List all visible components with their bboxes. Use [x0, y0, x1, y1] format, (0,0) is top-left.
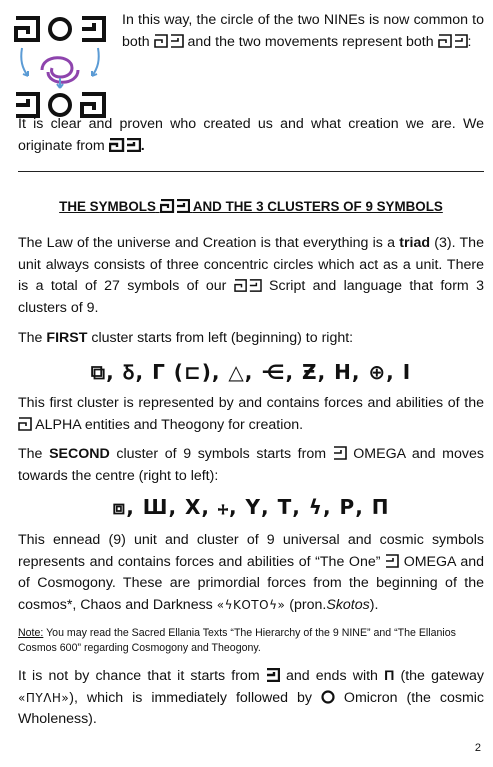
second-desc-text: This ennead (9) unit and cluster of 9 universal and cosmic symbols represents and contains forces and abilities of “The One” [18, 532, 484, 570]
alpha-omega-symbol-icon [109, 138, 141, 152]
second-bold: SECOND [49, 446, 110, 462]
heading-text: THE SYMBOLS [59, 199, 156, 214]
first-cluster-symbols: ⧉, Ᵹ, Γ (⊏), △, ⋲, Ƶ, Η, ⊕, Ι [90, 360, 412, 384]
first-desc-text: This first cluster is represented by and contains forces and abilities of the [18, 395, 484, 411]
alpha-omega-symbol-icon [234, 279, 262, 292]
double-nine-swirl-icon [21, 48, 99, 88]
alpha-omega-symbol-icon [160, 199, 190, 213]
greek-key-alpha-icon [16, 18, 38, 40]
origin-period: . [140, 137, 145, 154]
section-heading [18, 199, 484, 214]
greek-key-omega-icon [266, 668, 280, 682]
alpha-omega-symbol-icon [154, 34, 184, 48]
pyli-glyphs: «ΠΥΛΗ» [18, 690, 70, 705]
first-text: cluster starts from left (beginning) to right: [91, 330, 354, 346]
second-desc-text: OMEGA and of Cosmogony. These are primordial forces from the beginning of the cosmos*, Chaos and Darkness [18, 553, 485, 613]
first-bold: FIRST [46, 330, 88, 346]
law-text: The Law of the universe and Creation is that everything is a [18, 235, 396, 251]
closing-paragraph [18, 666, 484, 731]
closing-text: It is not by chance that it starts from [18, 668, 260, 684]
nine-circle-logo [12, 12, 108, 120]
first-cluster-description [18, 393, 484, 436]
omicron-circle-icon [321, 690, 335, 704]
first-desc-text: ALPHA entities and Theogony for creation. [35, 416, 304, 433]
second-cluster-symbols: ⧈, Ш, Χ, ⧾, Υ, Τ, ϟ, Ρ, Π [112, 495, 390, 519]
omicron-circle-icon [50, 19, 70, 39]
intro-paragraph [122, 10, 484, 53]
law-text: Script and language that form 3 clusters of 9. [18, 278, 484, 316]
closing-text: and ends with [285, 668, 378, 684]
intro-text: and the two movements represent both [187, 33, 434, 50]
greek-key-omega-icon [385, 554, 399, 568]
greek-key-omega-icon [333, 446, 347, 460]
intro-text: In this way, the circle of the two NINEs is now common to both [122, 12, 484, 50]
page-number: 2 [474, 742, 481, 754]
section-divider [18, 171, 484, 172]
first-text: The [18, 330, 43, 346]
origin-paragraph [18, 114, 484, 157]
second-text: OMEGA and moves towards the centre (right to left): [18, 446, 484, 484]
closing-text: Omicron (the cosmic Wholeness). [18, 689, 485, 727]
second-text: The [18, 446, 43, 462]
note-text: You may read the Sacred Ellania Texts “The Hierarchy of the 9 NINE” and “The Ellanios Cosmos 600” regarding Cosmogony and Theogony. [18, 627, 456, 654]
greek-key-alpha-icon [18, 417, 32, 431]
greek-key-omega-icon [82, 18, 104, 40]
heading-text: AND THE 3 CLUSTERS OF 9 SYMBOLS [192, 199, 443, 214]
pi-symbol: Π [384, 668, 395, 684]
closing-text: ), which is immediately followed by [69, 689, 312, 706]
first-cluster-intro [18, 328, 484, 350]
triad-word: triad [399, 235, 431, 251]
second-cluster-intro [18, 444, 484, 487]
alpha-omega-symbol-icon [438, 34, 468, 48]
note-paragraph [18, 626, 484, 656]
intro-text: : [467, 33, 472, 50]
skotos-word: Skotos [326, 596, 370, 613]
law-text: (3). The unit always consists of three concentric circles which act as a unit. There is a total of 27 symbols of our [18, 235, 484, 294]
closing-text: (the gateway [400, 668, 484, 684]
law-paragraph [18, 233, 484, 319]
second-text: cluster of 9 symbols starts from [116, 446, 327, 462]
skotos-glyphs: «ϟΚΟΤΟϟ» [216, 597, 286, 612]
origin-text: It is clear and proven who created us and what creation we are. We originate from [18, 116, 484, 154]
second-cluster-description [18, 530, 484, 616]
note-label: Note: [18, 627, 44, 639]
second-desc-text: ). [369, 596, 379, 613]
second-desc-text: (pron. [289, 596, 327, 613]
